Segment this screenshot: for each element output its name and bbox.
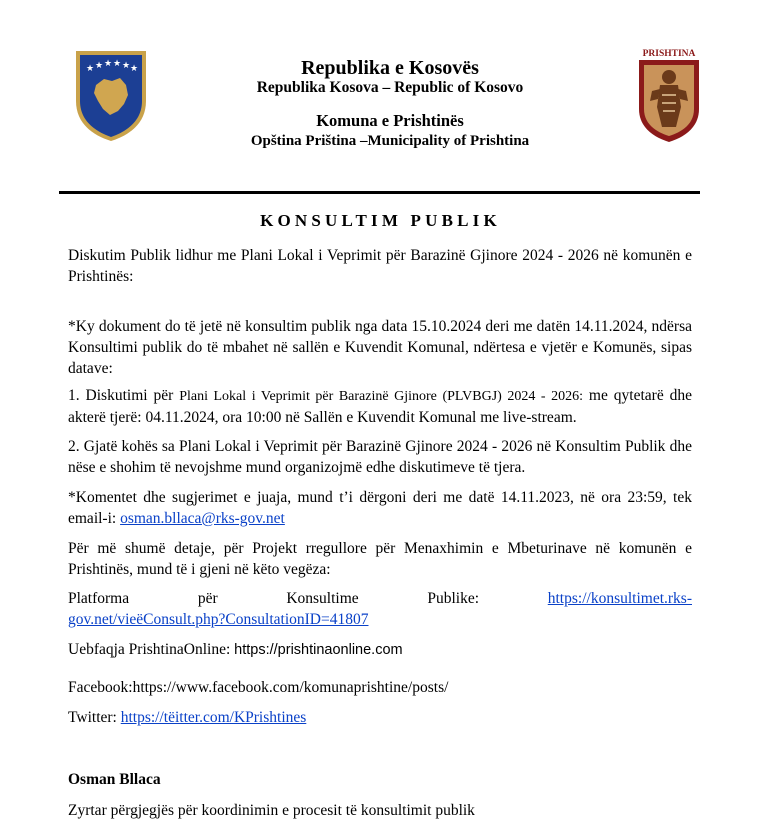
twitter-link[interactable]: https://tëitter.com/KPrishtines — [120, 709, 307, 726]
svg-text:★: ★ — [122, 61, 131, 71]
facebook-line: Facebook:https://www.facebook.com/komunaprishtine/posts/ — [68, 679, 449, 696]
platform-link-part1[interactable]: https://konsultimet.rks- — [547, 590, 692, 607]
item1-details: me qytetarë dhe akterë tjerë: 04.11.2024, ora 10:00 në Sallën e Kuvendit Komunal me live-stream. — [68, 387, 692, 426]
item1-prefix: 1. Diskutimi për — [68, 387, 180, 404]
document-title: KONSULTIM PUBLIK — [260, 211, 501, 230]
header-country: Republika e Kosovës — [301, 57, 479, 79]
twitter-line — [68, 707, 692, 728]
header-municipality: Komuna e Prishtinës — [316, 111, 464, 130]
consultation-period-paragraph: *Ky dokument do të jetë në konsultim publik nga data 15.10.2024 deri me datën 14.11.2024, ndërsa Konsultimi publik do të mbahet në sallën e Kuvendit Komunal, ndërtesa e vjetër e Komunës, sipas datave: — [68, 318, 692, 377]
svg-text:★: ★ — [130, 64, 139, 74]
header-divider — [59, 191, 700, 194]
comments-text: *Komentet dhe sugjerimet e juaja, mund t’i dërgoni deri me datë 14.11.2023, në ora 23:59, tek email-i: — [68, 489, 692, 527]
svg-text:★: ★ — [113, 59, 122, 69]
platform-link-part2[interactable]: gov.net/vieëConsult.php?ConsultationID=41807 — [68, 611, 369, 628]
details-paragraph: Për më shumë detaje, për Projekt rregullore për Menaxhimin e Mbeturinave në komunën e Prishtinës, mund të i gjeni në këto vegëza: — [68, 540, 692, 578]
discussion-item-2: 2. Gjatë kohës sa Plani Lokal i Veprimit për Barazinë Gjinore 2024 - 2026 në Konsultim Publik dhe nëse e shohim të nevojshme mund organizojmë edhe diskutimeve të tjera. — [68, 438, 692, 476]
email-link[interactable]: osman.bllaca@rks-gov.net — [120, 510, 285, 527]
platform-paragraph — [68, 588, 692, 630]
svg-text:★: ★ — [86, 64, 95, 74]
item1-plan-name: Plani Lokal i Veprimit për Barazinë Gjinore (PLVBGJ) 2024 - 2026: — [179, 389, 584, 404]
website-label: Uebfaqja PrishtinaOnline: — [68, 641, 235, 658]
platform-word-1: Platforma — [68, 590, 130, 607]
comments-paragraph — [68, 487, 692, 529]
twitter-label: Twitter: — [68, 709, 121, 726]
header-country-translations: Republika Kosova – Republic of Kosovo — [256, 79, 524, 96]
kosovo-coat-of-arms-icon — [74, 49, 148, 143]
signature-name: Osman Bllaca — [68, 771, 161, 788]
prishtina-logo-text: PRISHTINA — [642, 49, 696, 59]
platform-word-2: për — [197, 590, 218, 607]
platform-word-4: Publike: — [427, 590, 480, 607]
discussion-item-1 — [68, 385, 692, 428]
website-line — [68, 639, 692, 661]
header-municipality-translations: Opština Priština –Municipality of Prishtina — [250, 133, 530, 149]
intro-paragraph: Diskutim Publik lidhur me Plani Lokal i Veprimit për Barazinë Gjinore 2024 - 2026 në komunën e Prishtinës: — [68, 247, 692, 285]
signature-role: Zyrtar përgjegjës për koordinimin e procesit të konsultimit publik — [68, 802, 475, 819]
prishtina-coat-of-arms-icon — [636, 47, 702, 143]
website-url[interactable]: https://prishtinaonline.com — [234, 642, 403, 658]
svg-text:★: ★ — [95, 61, 104, 71]
svg-text:★: ★ — [104, 59, 113, 69]
platform-word-3: Konsultime — [286, 590, 359, 607]
